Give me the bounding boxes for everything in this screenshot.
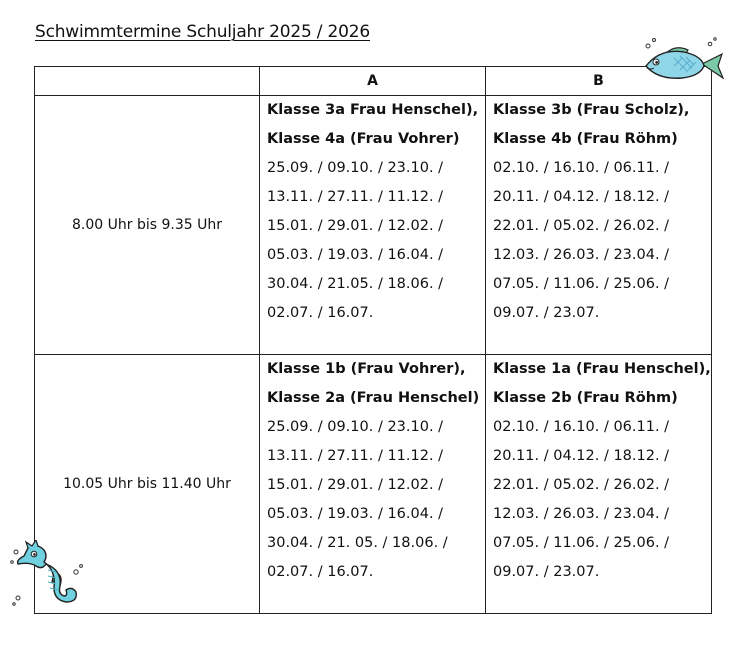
class-label: Klasse 4b (Frau Röhm) <box>493 131 678 147</box>
page-title: Schwimmtermine Schuljahr 2025 / 2026 <box>35 22 370 42</box>
date-line: 13.11. / 27.11. / 11.12. / <box>267 189 444 205</box>
column-header-b: B <box>486 67 712 96</box>
class-label: Klasse 4a (Frau Vohrer) <box>267 131 460 147</box>
date-line: 30.04. / 21.05. / 18.06. / <box>267 276 444 292</box>
date-line: 22.01. / 05.02. / 26.02. / <box>493 218 670 234</box>
schedule-cell <box>260 355 486 614</box>
time-slot: 10.05 Uhr bis 11.40 Uhr <box>35 355 260 614</box>
schedule-cell <box>486 355 712 614</box>
class-label: Klasse 1a (Frau Henschel), <box>493 361 711 377</box>
date-line: 13.11. / 27.11. / 11.12. / <box>267 448 444 464</box>
class-label: Klasse 2a (Frau Henschel) <box>267 390 480 406</box>
date-line: 25.09. / 09.10. / 23.10. / <box>267 419 444 435</box>
fish-icon <box>640 36 730 86</box>
date-line: 09.07. / 23.07. <box>493 305 600 321</box>
schedule-table <box>34 66 712 614</box>
class-label: Klasse 1b (Frau Vohrer), <box>267 361 466 377</box>
date-line: 07.05. / 11.06. / 25.06. / <box>493 535 670 551</box>
header-row <box>35 67 712 96</box>
corner-cell <box>35 67 260 96</box>
class-label: Klasse 2b (Frau Röhm) <box>493 390 678 406</box>
table-row <box>35 96 712 355</box>
class-label: Klasse 3b (Frau Scholz), <box>493 102 690 118</box>
seahorse-icon <box>6 540 96 615</box>
schedule-cell <box>486 96 712 355</box>
date-line: 25.09. / 09.10. / 23.10. / <box>267 160 444 176</box>
date-line: 30.04. / 21. 05. / 18.06. / <box>267 535 448 551</box>
date-line: 02.07. / 16.07. <box>267 305 374 321</box>
date-line: 20.11. / 04.12. / 18.12. / <box>493 189 670 205</box>
date-line: 02.10. / 16.10. / 06.11. / <box>493 160 670 176</box>
date-line: 02.07. / 16.07. <box>267 564 374 580</box>
date-line: 15.01. / 29.01. / 12.02. / <box>267 477 444 493</box>
time-slot: 8.00 Uhr bis 9.35 Uhr <box>35 96 260 355</box>
table-row <box>35 355 712 614</box>
class-label: Klasse 3a Frau Henschel), <box>267 102 479 118</box>
date-line: 07.05. / 11.06. / 25.06. / <box>493 276 670 292</box>
schedule-cell <box>260 96 486 355</box>
column-header-a: A <box>260 67 486 96</box>
date-line: 09.07. / 23.07. <box>493 564 600 580</box>
date-line: 15.01. / 29.01. / 12.02. / <box>267 218 444 234</box>
date-line: 20.11. / 04.12. / 18.12. / <box>493 448 670 464</box>
date-line: 12.03. / 26.03. / 23.04. / <box>493 506 670 522</box>
date-line: 12.03. / 26.03. / 23.04. / <box>493 247 670 263</box>
date-line: 05.03. / 19.03. / 16.04. / <box>267 247 444 263</box>
date-line: 22.01. / 05.02. / 26.02. / <box>493 477 670 493</box>
date-line: 05.03. / 19.03. / 16.04. / <box>267 506 444 522</box>
date-line: 02.10. / 16.10. / 06.11. / <box>493 419 670 435</box>
